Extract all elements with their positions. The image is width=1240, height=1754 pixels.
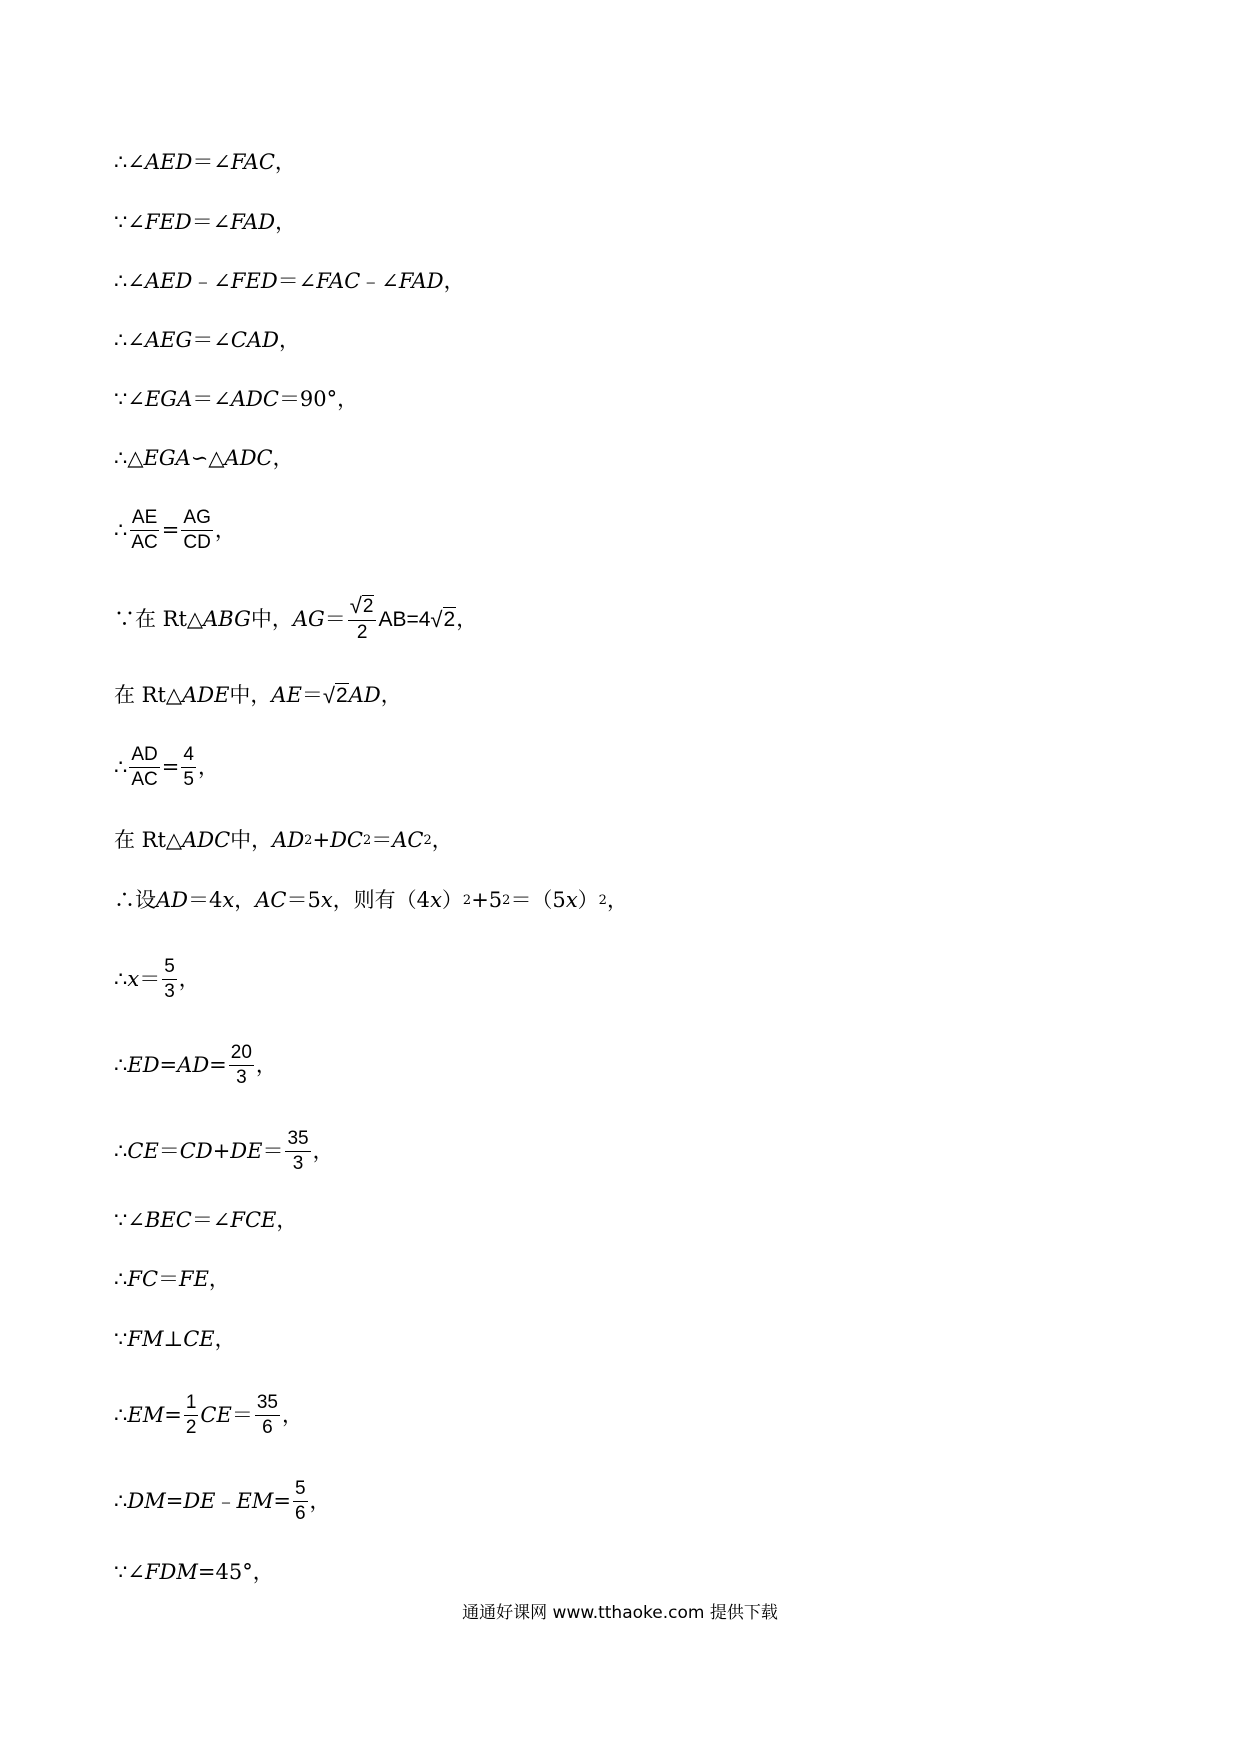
proof-line-13: ∴ x ＝ $\frac{5}{3}$ ， bbox=[114, 956, 200, 1002]
proof-line-14: ∴ ED = AD = $\frac{20}{3}$ ， bbox=[114, 1042, 277, 1088]
fraction-sqrt2-2: √ 2 2 bbox=[348, 595, 377, 644]
proof-line-4: ∴∠ AEG ＝∠ CAD ， bbox=[114, 328, 300, 352]
proof-line-3: ∴∠ AED ﹣∠ FED ＝∠ FAC ﹣∠ FAD ， bbox=[114, 269, 465, 293]
proof-line-9: 在 Rt△ ADE 中， AE ＝ √ 2 AD ， bbox=[114, 682, 402, 709]
fraction-ag-cd: $\frac{AG}{CD}$ bbox=[183, 507, 211, 553]
fraction-5-6: $\frac{5}{6}$ bbox=[294, 1478, 306, 1524]
proof-line-8: ∵在 Rt△ ABG 中， AG ＝ √ 2 2 AB=4 √ 2 ， bbox=[114, 593, 478, 643]
proof-line-7: ∴ $\frac{AE}{AC}$ = $\frac{AG}{CD}$ ， bbox=[114, 507, 236, 553]
proof-line-11: 在 Rt△ ADC 中， AD 2 + DC 2 ＝ AC 2 ， bbox=[114, 828, 453, 852]
fraction-ae-ac: $\frac{AE}{AC}$ bbox=[131, 507, 158, 553]
fraction-20-3: $\frac{20}{3}$ bbox=[230, 1042, 252, 1088]
proof-line-6: ∴△ EGA ∽△ ADC ， bbox=[114, 446, 294, 470]
fraction-4-5: $\frac{4}{5}$ bbox=[183, 744, 194, 790]
proof-line-2: ∵∠ FED ＝∠ FAD ， bbox=[114, 210, 297, 234]
proof-line-12: ∴设 AD ＝4 x ， AC ＝5 x ，则有（4 x ） 2 +5 2 ＝（5 x ） 2 ， bbox=[114, 888, 628, 912]
proof-line-17: ∴ FC ＝ FE ， bbox=[114, 1267, 230, 1291]
fraction-5-3: $\frac{5}{3}$ bbox=[164, 956, 175, 1002]
page-footer: 通通好课网 www.tthaoke.com 提供下载 bbox=[462, 1603, 778, 1623]
proof-line-10: ∴ $\frac{AD}{AC}$ = $\frac{4}{5}$ ， bbox=[114, 744, 219, 790]
proof-line-16: ∵∠ BEC ＝∠ FCE ， bbox=[114, 1208, 298, 1232]
fraction-ad-ac: $\frac{AD}{AC}$ bbox=[131, 744, 158, 790]
fraction-1-2: $\frac{1}{2}$ bbox=[185, 1392, 197, 1438]
proof-line-19: ∴ EM = $\frac{1}{2}$ CE ＝ $\frac{35}{6}$ ， bbox=[114, 1392, 303, 1438]
proof-line-21: ∵∠ FDM =45°， bbox=[114, 1560, 274, 1584]
proof-line-18: ∵ FM ⊥ CE ， bbox=[114, 1327, 236, 1351]
proof-line-20: ∴ DM = DE ﹣ EM = $\frac{5}{6}$ ， bbox=[114, 1478, 331, 1524]
proof-line-1: ∴∠ AED ＝∠ FAC ， bbox=[114, 150, 296, 174]
proof-line-15: ∴ CE ＝ CD + DE ＝ $\frac{35}{3}$ ， bbox=[114, 1128, 334, 1174]
fraction-35-6: $\frac{35}{6}$ bbox=[256, 1392, 278, 1438]
proof-line-5: ∵∠ EGA ＝∠ ADC ＝90°， bbox=[114, 387, 359, 411]
fraction-35-3: $\frac{35}{3}$ bbox=[287, 1128, 309, 1174]
